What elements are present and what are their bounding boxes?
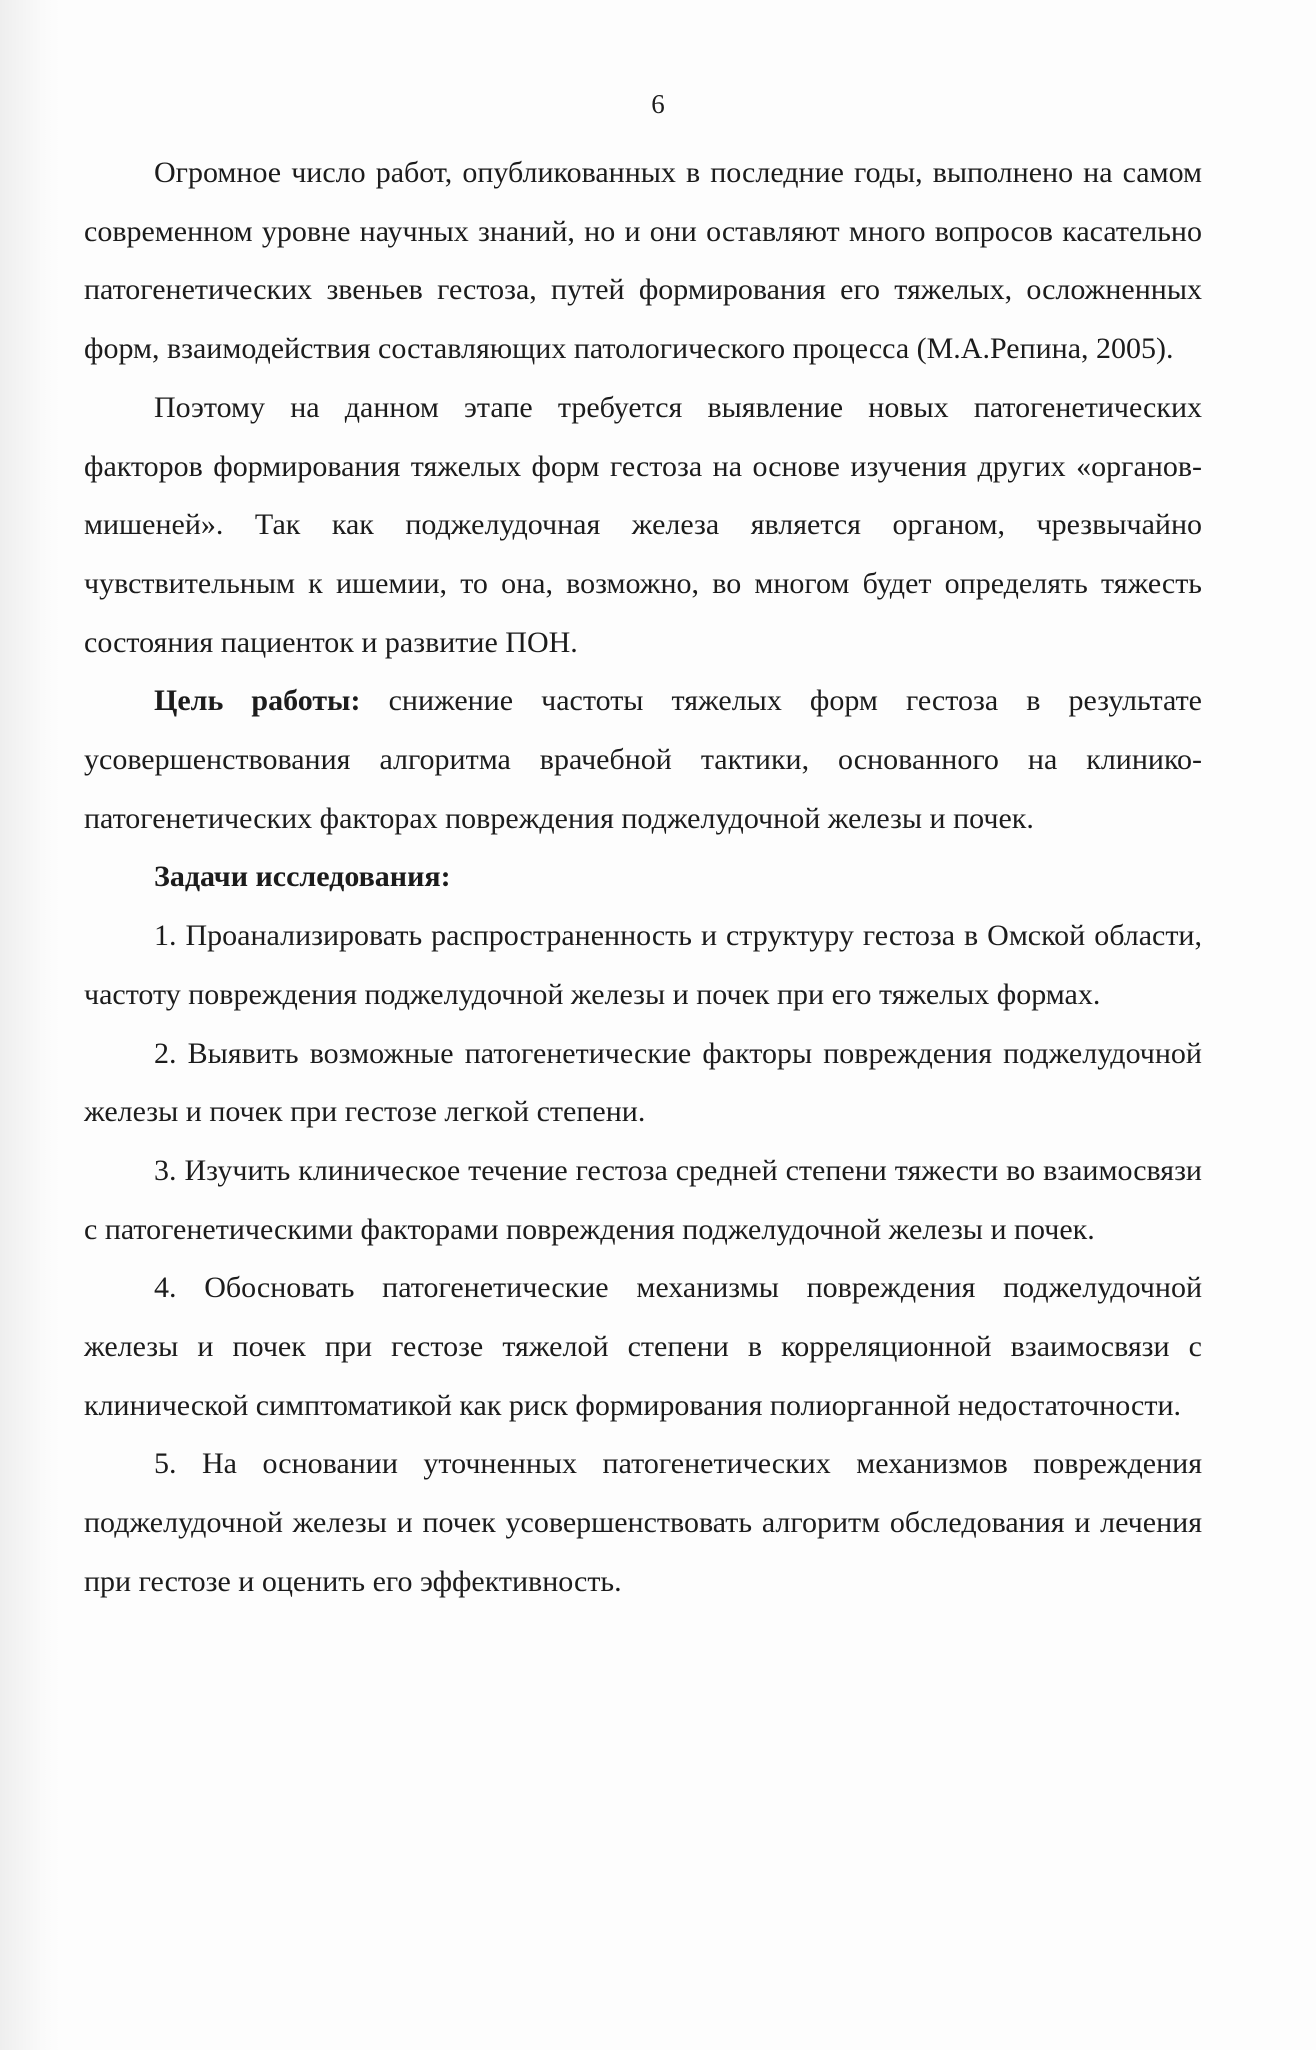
task-item-4: 4. Обосновать патогенетические механизмы повреждения поджелудочной железы и почек при гестозе тяжелой степени в корреляционной взаимосвязи с клинической симптоматикой как риск формирования полиорганной недостаточности.	[84, 1271, 1202, 1422]
rationale-paragraph: Поэтому на данном этапе требуется выявление новых патогенетических факторов формирования тяжелых форм гестоза на основе изучения других «органов-мишеней». Так как поджелудочная железа является органом, чрезвычайно чувствительным к ишемии, то она, возможно, во многом будет определять тяжесть состояния пациенток и развитие ПОН.	[84, 390, 1202, 659]
goal-paragraph	[84, 672, 1202, 848]
task-item-5: 5. На основании уточненных патогенетических механизмов повреждения поджелудочной железы и почек усовершенствовать алгоритм обследования и лечения при гестозе и оценить его эффективность.	[84, 1447, 1202, 1598]
task-item-1: 1. Проанализировать распространенность и структуру гестоза в Омской области, частоту повреждения поджелудочной железы и почек при его тяжелых формах.	[84, 919, 1202, 1011]
scan-edge-shadow	[0, 0, 60, 2050]
task-item-2: 2. Выявить возможные патогенетические факторы повреждения поджелудочной железы и почек при гестозе легкой степени.	[84, 1036, 1202, 1129]
intro-paragraph: Огромное число работ, опубликованных в последние годы, выполнено на самом современном уровне научных знаний, но и они оставляют много вопросов касательно патогенетических звеньев гестоза, путей формирования его тяжелых, осложненных форм, взаимодействия составляющих патологического процесса (М.А.Репина, 2005).	[84, 156, 1202, 366]
tasks-heading: Задачи исследования:	[154, 860, 451, 894]
goal-label: Цель работы:	[154, 684, 361, 718]
task-item-3: 3. Изучить клиническое течение гестоза средней степени тяжести во взаимосвязи с патогенетическими факторами повреждения поджелудочной железы и почек.	[84, 1153, 1202, 1246]
page-number: 6	[651, 89, 665, 119]
goal-text: снижение частоты тяжелых форм гестоза в результате усовершенствования алгоритма врачебной тактики, основанного на клинико-патогенетических факторах повреждения поджелудочной железы и почек.	[84, 684, 1202, 835]
page-body	[84, 144, 1202, 1612]
